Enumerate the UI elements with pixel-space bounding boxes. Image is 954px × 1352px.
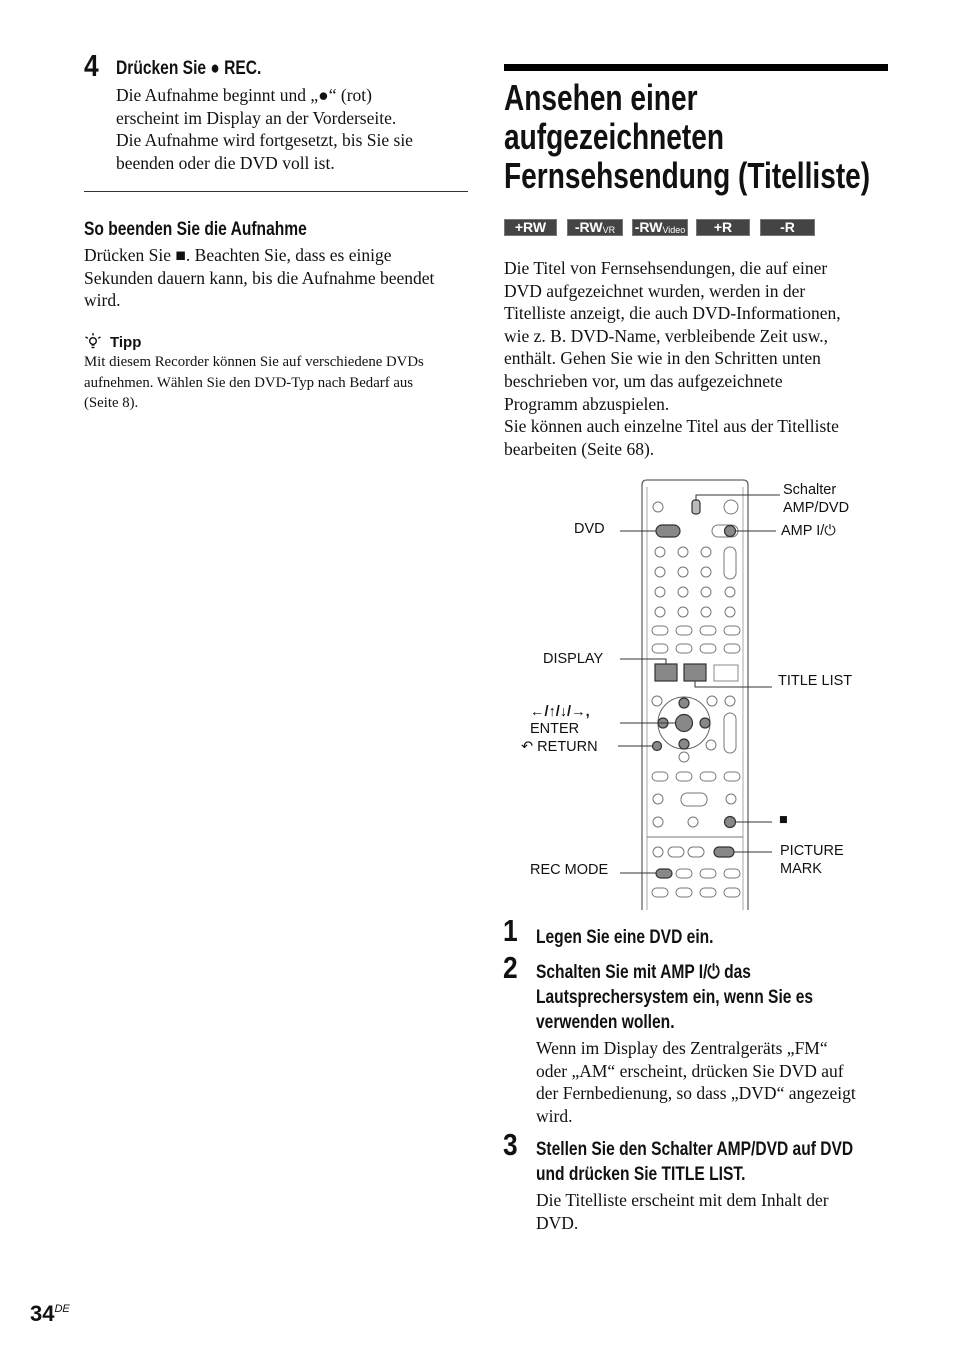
body-line: Die Titelliste erscheint mit dem Inhalt der xyxy=(536,1190,829,1210)
body-line: wie z. B. DVD-Name, verbleibende Zeit usw., xyxy=(504,325,828,346)
badge-subtext: VR xyxy=(602,225,616,235)
step-2-number: 2 xyxy=(503,950,518,985)
heading-line: Legen Sie eine DVD ein. xyxy=(536,927,714,948)
body-line: beschrieben vor, um das aufgezeichnete xyxy=(504,370,783,391)
label-schalter-amp-dvd xyxy=(783,481,849,517)
page-number-suffix: DE xyxy=(54,1303,70,1315)
body-line: Sekunden dauern kann, bis die Aufnahme beendet xyxy=(84,267,435,288)
heading-line: verwenden wollen. xyxy=(536,1012,675,1033)
body-line: bearbeiten (Seite 68). xyxy=(504,438,655,459)
label-line: MARK xyxy=(780,861,822,877)
label-line: PICTURE xyxy=(780,843,844,859)
label-line: AMP/DVD xyxy=(783,500,850,516)
body-line: erscheint im Display an der Vorderseite. xyxy=(116,107,397,128)
step-3-body xyxy=(536,1189,829,1234)
badge-text: -RW xyxy=(634,219,663,235)
label-stop: ■ xyxy=(779,812,788,828)
body-line: enthält. Gehen Sie wie in den Schritten unten xyxy=(504,348,821,369)
intro-text xyxy=(504,257,841,460)
body-line: Die Aufnahme wird fortgesetzt, bis Sie sie xyxy=(116,130,413,151)
label-rec-mode: REC MODE xyxy=(530,862,609,878)
title-line: Ansehen einer xyxy=(504,77,698,118)
badge-text: +RW xyxy=(514,219,547,235)
badge-text: -RW xyxy=(574,219,603,235)
body-line: Titelliste anzeigt, die auch DVD-Informationen, xyxy=(504,303,841,324)
label-display: DISPLAY xyxy=(543,651,604,667)
body-line: (Seite 8). xyxy=(84,395,139,411)
step-4-body xyxy=(116,84,413,174)
body-line: Wenn im Display des Zentralgeräts „FM“ xyxy=(536,1038,828,1058)
body-line: Programm abzuspielen. xyxy=(504,393,670,414)
step-1-heading xyxy=(536,925,713,950)
label-dvd: DVD xyxy=(574,521,605,537)
title-line: aufgezeichneten xyxy=(504,116,725,157)
body-line: Sie können auch einzelne Titel aus der Titelliste xyxy=(504,416,839,437)
body-line: Mit diesem Recorder können Sie auf verschiedene DVDs xyxy=(84,354,424,370)
step-3-number: 3 xyxy=(503,1127,518,1162)
body-line: der Fernbedienung, so dass „DVD“ angezeigt xyxy=(536,1083,856,1104)
section-divider xyxy=(84,191,468,192)
label-title-list: TITLE LIST xyxy=(778,673,853,689)
badge-subtext: Video xyxy=(662,225,686,235)
page-number xyxy=(30,1301,70,1327)
step-4-heading: Drücken Sie ● REC. xyxy=(116,58,262,79)
heading-line: Lautsprechersystem ein, wenn Sie es xyxy=(536,987,814,1008)
step-4-number: 4 xyxy=(84,48,99,83)
tip-body xyxy=(84,352,424,414)
tip-label: Tipp xyxy=(110,334,142,351)
body-line: DVD. xyxy=(536,1212,579,1233)
body-line: beenden oder die DVD voll ist. xyxy=(116,152,335,173)
body-line: aufnehmen. Wählen Sie den DVD-Typ nach Bedarf aus xyxy=(84,374,414,391)
title-line: Fernsehsendung (Titelliste) xyxy=(504,155,871,196)
label-picture-mark xyxy=(780,842,844,878)
body-line: wird. xyxy=(84,290,121,311)
step-2-heading xyxy=(536,960,813,1035)
disc-badge-minus-rw-vr xyxy=(567,219,623,236)
disc-badge-plus-r xyxy=(696,219,750,236)
title-rule xyxy=(504,64,888,71)
badge-text: -R xyxy=(780,219,795,235)
lightbulb-icon xyxy=(84,332,102,350)
label-enter: ENTER xyxy=(530,721,580,737)
stop-section-heading: So beenden Sie die Aufnahme xyxy=(84,219,307,240)
heading-line: und drücken Sie TITLE LIST. xyxy=(536,1164,746,1185)
body-line: Die Aufnahme beginnt und „●“ (rot) xyxy=(116,85,372,105)
page-number-value: 34 xyxy=(30,1301,55,1326)
body-line: Die Titel von Fernsehsendungen, die auf einer xyxy=(504,258,828,278)
label-line: Schalter xyxy=(783,482,837,498)
disc-badge-minus-r xyxy=(760,219,815,236)
step-2-body xyxy=(536,1037,856,1127)
disc-badge-plus-rw xyxy=(504,219,557,236)
stop-section-body xyxy=(84,244,434,312)
body-line: Drücken Sie ■. Beachten Sie, dass es einige xyxy=(84,245,392,265)
label-amp-power: AMP I/⏻ xyxy=(781,523,836,539)
label-arrows: ←/↑/↓/→, xyxy=(530,704,590,720)
tip-header xyxy=(84,332,141,352)
page-title xyxy=(504,78,870,195)
step-1-number: 1 xyxy=(503,913,518,948)
body-line: oder „AM“ erscheint, drücken Sie DVD auf xyxy=(536,1060,844,1081)
label-return: ↶ RETURN xyxy=(521,739,598,755)
step-3-heading xyxy=(536,1137,853,1187)
body-line: DVD aufgezeichnet wurden, werden in der xyxy=(504,280,806,301)
heading-line: Stellen Sie den Schalter AMP/DVD auf DVD xyxy=(536,1139,854,1160)
heading-line: Schalten Sie mit AMP I/⏻ das xyxy=(536,962,751,983)
disc-badge-minus-rw-video xyxy=(632,219,688,236)
badge-text: +R xyxy=(713,219,733,235)
body-line: wird. xyxy=(536,1105,573,1126)
